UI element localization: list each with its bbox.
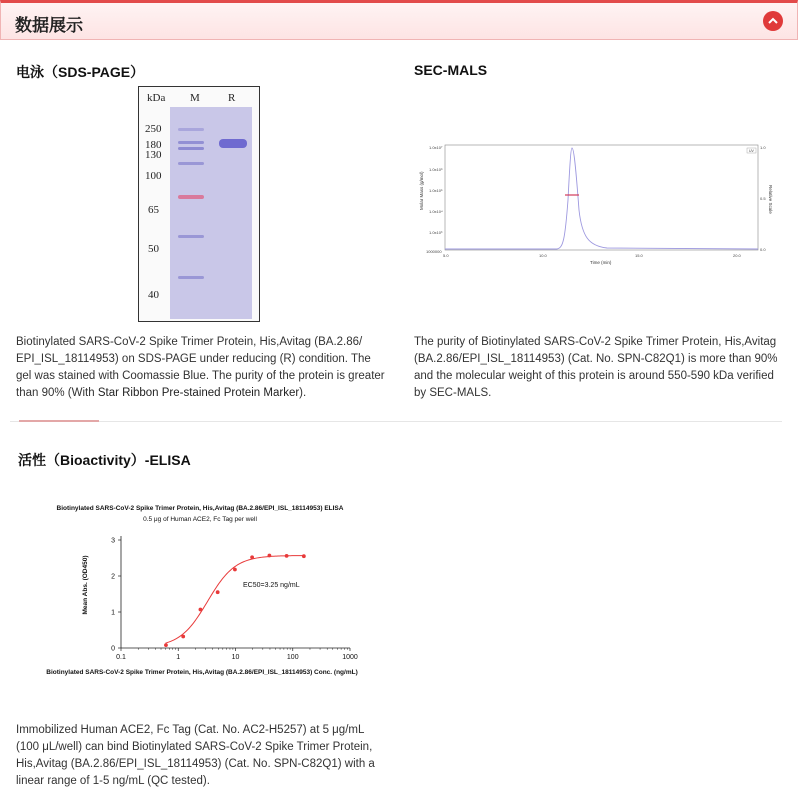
marker-band: [178, 128, 204, 131]
x-axis-label: Time (min): [590, 260, 612, 265]
y-tick-label: 1.0x10⁶: [429, 167, 443, 172]
mw-marker-label: 65: [148, 204, 159, 216]
x-tick-label: 100: [286, 654, 299, 661]
x-tick-label: 1000: [342, 654, 358, 661]
sec-mals-title: SEC-MALS: [414, 62, 488, 78]
y-tick-label: 1.0x10⁵: [429, 188, 443, 193]
data-point: [216, 590, 220, 594]
legend-label: UV: [749, 149, 754, 153]
y2-axis-label: Relative Scale: [768, 185, 773, 214]
elisa-title: 活性（Bioactivity）-ELISA: [18, 452, 191, 468]
data-point: [199, 608, 203, 612]
y-axis-label: Mean Abs. (OD450): [82, 555, 89, 615]
section-divider-accent: [19, 420, 99, 422]
elisa-chart: [30, 500, 380, 680]
chart-subtitle: 0.5 μg of Human ACE2, Fc Tag per well: [143, 516, 257, 523]
chart-title: Biotinylated SARS-CoV-2 Spike Trimer Protein, His,Avitag (BA.2.86/EPI_ISL_18114953) ELISA: [56, 505, 344, 512]
y2-tick-label: 0.0: [760, 247, 766, 252]
y-tick-label: 1000000: [426, 249, 442, 254]
mw-marker-label: 250: [145, 123, 162, 135]
section-title: 数据展示: [15, 16, 83, 35]
section-divider: [10, 421, 782, 422]
sec-mals-description: The purity of Biotinylated SARS-CoV-2 Spike Trimer Protein, His,Avitag (BA.2.86/EPI_ISL_18114953) (Cat. No. SPN-C82Q1) is more than 90% and the molecular weight of this protein is around 550-590 kDa verified by SEC-MALS.: [414, 336, 778, 399]
mw-marker-label: 50: [148, 243, 159, 255]
gel-lanes: [170, 107, 252, 319]
collapse-button[interactable]: [763, 11, 783, 31]
data-point: [302, 554, 306, 558]
mw-marker-label: 40: [148, 289, 159, 301]
x-tick-label: 20.0: [733, 253, 741, 258]
data-point: [268, 554, 272, 558]
y-tick-label: 3: [111, 537, 115, 545]
ec50-annotation: EC50=3.25 ng/mL: [243, 582, 300, 589]
lane-marker-label: M: [190, 92, 200, 104]
chevron-up-icon: [767, 15, 779, 27]
marker-band: [178, 141, 204, 144]
sds-page-gel-image: [138, 86, 260, 322]
x-tick-label: 10: [231, 654, 240, 661]
marker-band: [178, 162, 204, 165]
mw-marker-label: 180: [145, 139, 162, 151]
y-tick-label: 1.0x10³: [429, 230, 443, 235]
marker-band: [178, 235, 204, 238]
sds-page-description: [16, 334, 388, 402]
protein-marker-link[interactable]: Star Ribbon Pre-stained Protein Marker: [97, 387, 300, 399]
lane-reduced-label: R: [228, 92, 236, 104]
sds-page-title: 电泳（SDS-PAGE）: [16, 64, 145, 80]
data-point: [164, 643, 168, 647]
y2-tick-label: 1.0: [760, 145, 766, 150]
marker-band: [178, 195, 204, 199]
y-tick-label: 2: [111, 573, 115, 581]
marker-band: [178, 276, 204, 279]
marker-band: [178, 147, 204, 150]
sds-desc-end: ).: [299, 387, 307, 399]
elisa-marks: [164, 554, 306, 647]
y-tick-label: 1: [111, 609, 115, 617]
sample-band: [219, 139, 247, 148]
x-tick-label: 1: [176, 654, 181, 661]
mw-header-label: kDa: [147, 92, 166, 104]
x-tick-label: 10.0: [539, 253, 547, 258]
y-tick-label: 1.0x10⁴: [429, 209, 443, 214]
y-axis-label: Molar Mass (g/mol): [419, 171, 424, 210]
elisa-description: Immobilized Human ACE2, Fc Tag (Cat. No. AC2-H5257) at 5 μg/mL (100 μL/well) can bind Biotinylated SARS-CoV-2 Spike Trimer Protein, His,Avitag (BA.2.86/EPI_ISL_18114953) (Cat. No. SPN-C82Q1) with a linear range of 1-5 ng/mL (QC tested).: [16, 724, 375, 787]
section-header: [0, 0, 798, 40]
x-axis-label: Biotinylated SARS-CoV-2 Spike Trimer Protein, His,Avitag (BA.2.86/EPI_ISL_18114953) Conc. (ng/mL): [46, 669, 358, 676]
data-point: [181, 635, 185, 639]
data-point: [233, 568, 237, 572]
plot-frame: [445, 145, 758, 250]
data-point: [250, 555, 254, 559]
mw-marker-label: 130: [145, 149, 162, 161]
y2-tick-label: 0.5: [760, 196, 766, 201]
data-point: [285, 554, 289, 558]
x-tick-label: 5.0: [443, 253, 449, 258]
y-tick-label: 0: [111, 645, 115, 653]
x-tick-label: 15.0: [635, 253, 643, 258]
mw-marker-label: 100: [145, 170, 162, 182]
x-tick-label: 0.1: [116, 654, 126, 661]
sds-desc-text: Biotinylated SARS-CoV-2 Spike Trimer Protein, His,Avitag (BA.2.86/ EPI_ISL_18114953) on SDS-PAGE under reducing (R) condition. The gel was stained with Coomassie Blue. The purity of the protein is greater than 90% (With: [16, 336, 385, 399]
sec-mals-chart: [417, 140, 772, 268]
y-tick-label: 1.0x10⁷: [429, 145, 443, 150]
elisa-axes: [111, 536, 358, 661]
